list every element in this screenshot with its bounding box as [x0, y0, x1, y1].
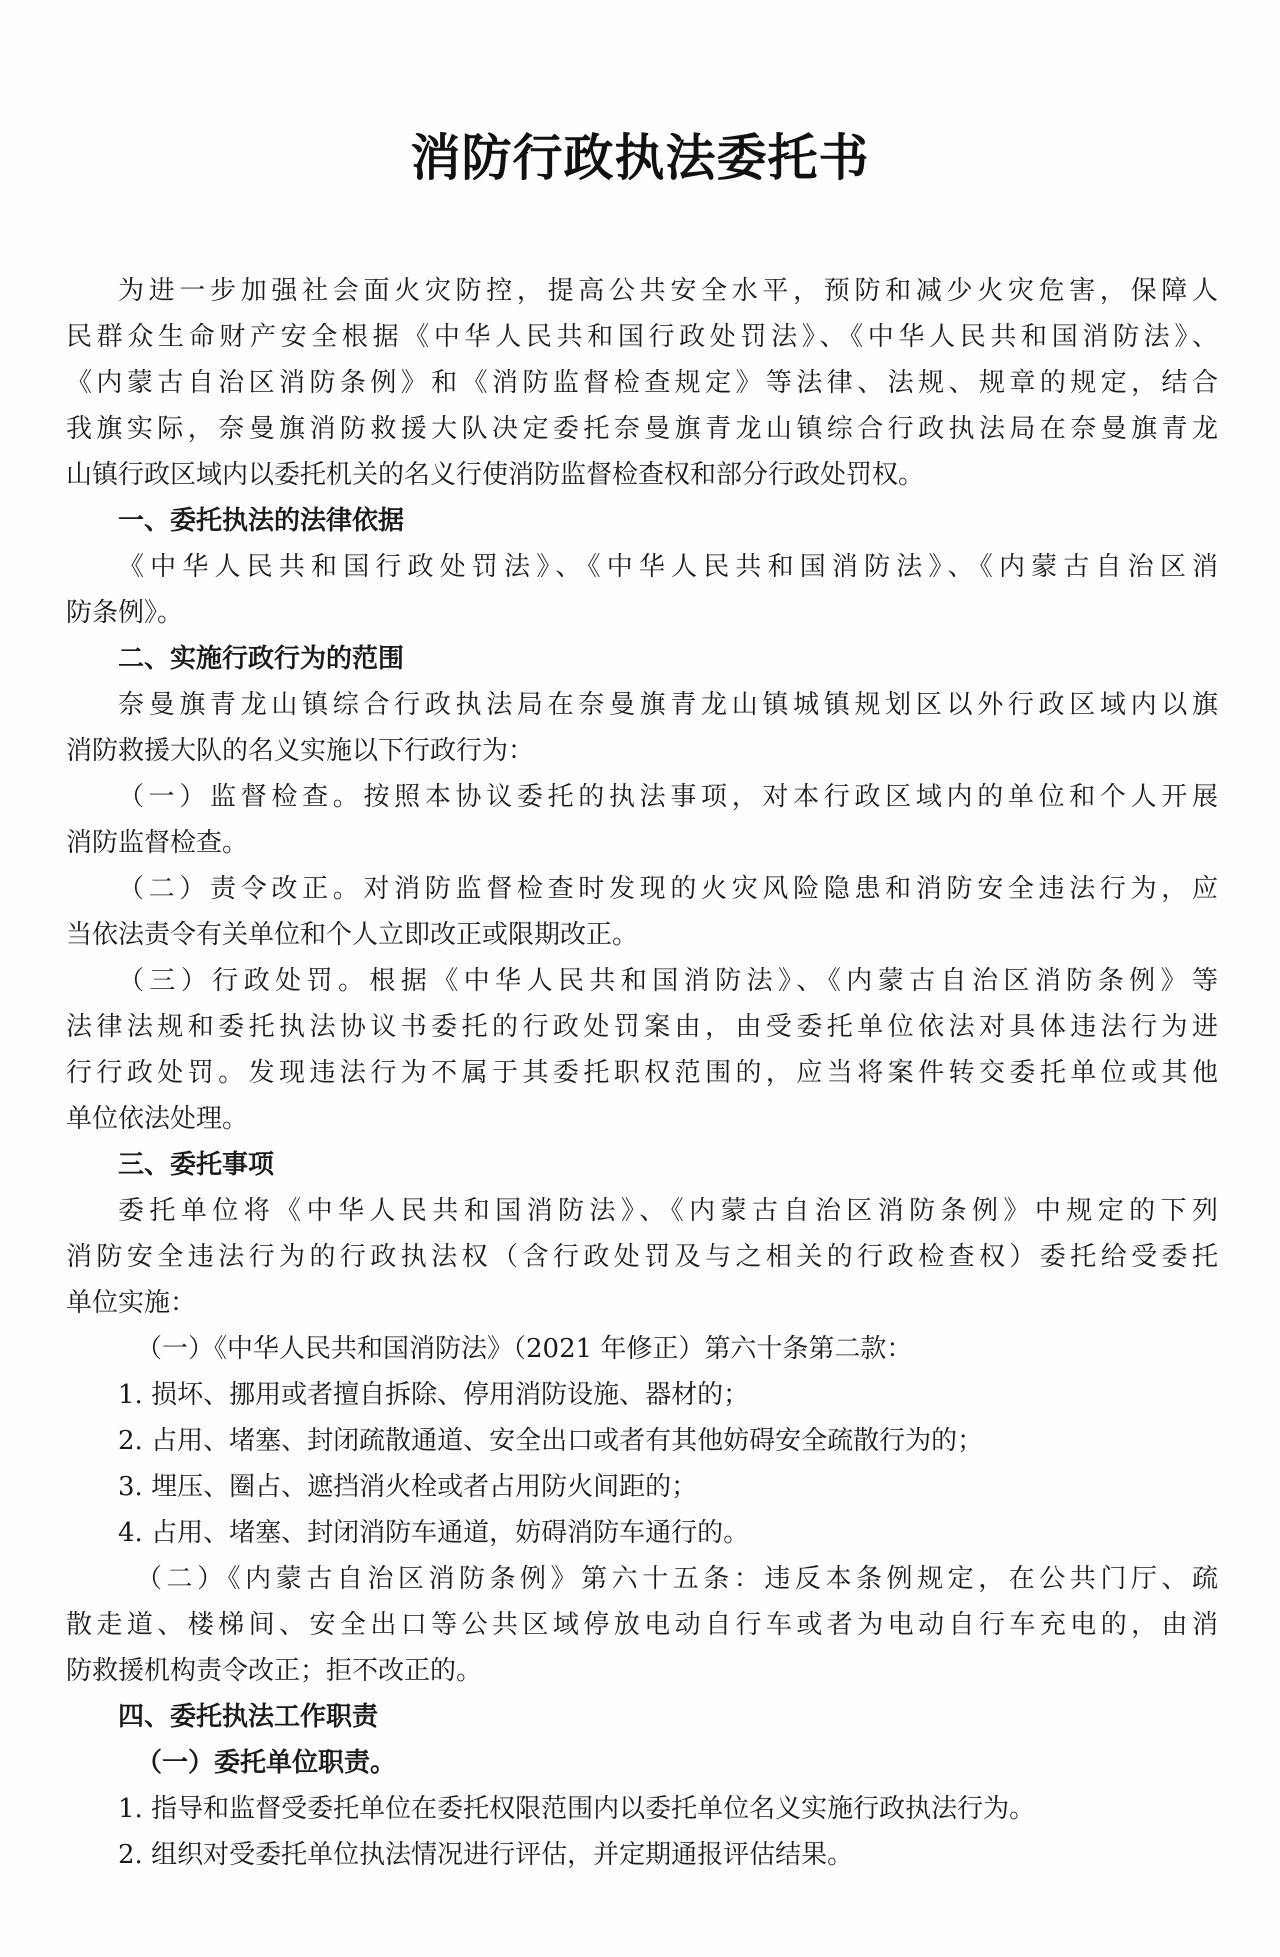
text-line: 山镇行政区域内以委托机关的名义行使消防监督检查权和部分行政处罚权。: [66, 460, 925, 490]
text-line: 奈曼旗青龙山镇综合行政执法局在奈曼旗青龙山镇城镇规划区以外行政区域内以旗: [118, 690, 1218, 720]
text-line: 散走道、楼梯间、安全出口等公共区域停放电动自行车或者为电动自行车充电的，由消: [66, 1610, 1218, 1640]
list-item: 3. 埋压、圈占、遮挡消火栓或者占用防火间距的；: [118, 1472, 698, 1502]
text-line: 单位依法处理。: [66, 1104, 249, 1134]
text-line: 防救援机构责令改正；拒不改正的。: [66, 1656, 483, 1686]
text-line: 防条例》。: [66, 598, 184, 628]
subsection-line: （一）《中华人民共和国消防法》（2021 年修正）第六十条第二款：: [136, 1334, 913, 1364]
text-line: 消防安全违法行为的行政执法权（含行政处罚及与之相关的行政检查权）委托给受委托: [66, 1242, 1218, 1272]
document-body: [66, 268, 1218, 1878]
text-line: （二）《内蒙古自治区消防条例》第六十五条：违反本条例规定，在公共门厅、疏: [136, 1564, 1218, 1594]
text-line: 消防监督检查。: [66, 828, 249, 858]
text-line: 民群众生命财产安全根据《中华人民共和国行政处罚法》、《中华人民共和国消防法》、: [66, 322, 1218, 352]
text-line: 《内蒙古自治区消防条例》和《消防监督检查规定》等法律、法规、规章的规定，结合: [66, 368, 1218, 398]
list-item: 2. 组织对受委托单位执法情况进行评估，并定期通报评估结果。: [118, 1840, 854, 1870]
text-line: （二）责令改正。对消防监督检查时发现的火灾风险隐患和消防安全违法行为，应: [118, 874, 1218, 904]
text-line: 为进一步加强社会面火灾防控，提高公共安全水平，预防和减少火灾危害，保障人: [118, 276, 1218, 306]
section-heading: 一、委托执法的法律依据: [118, 506, 405, 536]
text-line: 委托单位将《中华人民共和国消防法》、《内蒙古自治区消防条例》中规定的下列: [118, 1196, 1218, 1226]
text-line: 单位实施：: [66, 1288, 197, 1318]
text-line: 当依法责令有关单位和个人立即改正或限期改正。: [66, 920, 639, 950]
text-line: （一）监督检查。按照本协议委托的执法事项，对本行政区域内的单位和个人开展: [118, 782, 1218, 812]
list-item: 4. 占用、堵塞、封闭消防车通道，妨碍消防车通行的。: [118, 1518, 750, 1548]
text-line: 我旗实际，奈曼旗消防救援大队决定委托奈曼旗青龙山镇综合行政执法局在奈曼旗青龙: [66, 414, 1218, 444]
section-heading: 三、委托事项: [118, 1150, 275, 1180]
subsection-heading: （一）委托单位职责。: [136, 1748, 397, 1778]
section-heading: 二、实施行政行为的范围: [118, 644, 405, 674]
section-heading: 四、委托执法工作职责: [118, 1702, 379, 1732]
text-line: （三）行政处罚。根据《中华人民共和国消防法》、《内蒙古自治区消防条例》等: [118, 966, 1218, 996]
text-line: 法律法规和委托执法协议书委托的行政处罚案由，由受委托单位依法对具体违法行为进: [66, 1012, 1218, 1042]
list-item: 1. 损坏、挪用或者擅自拆除、停用消防设施、器材的；: [118, 1380, 750, 1410]
text-line: 《中华人民共和国行政处罚法》、《中华人民共和国消防法》、《内蒙古自治区消: [118, 552, 1218, 582]
text-line: 消防救援大队的名义实施以下行政行为：: [66, 736, 535, 766]
list-item: 2. 占用、堵塞、封闭疏散通道、安全出口或者有其他妨碍安全疏散行为的；: [118, 1426, 984, 1456]
text-line: 行行政处罚。发现违法行为不属于其委托职权范围的，应当将案件转交委托单位或其他: [66, 1058, 1218, 1088]
document-title: 消防行政执法委托书: [410, 129, 870, 187]
intro-paragraph: [66, 268, 1218, 498]
list-item: 1. 指导和监督受委托单位在委托权限范围内以委托单位名义实施行政执法行为。: [118, 1794, 1036, 1824]
